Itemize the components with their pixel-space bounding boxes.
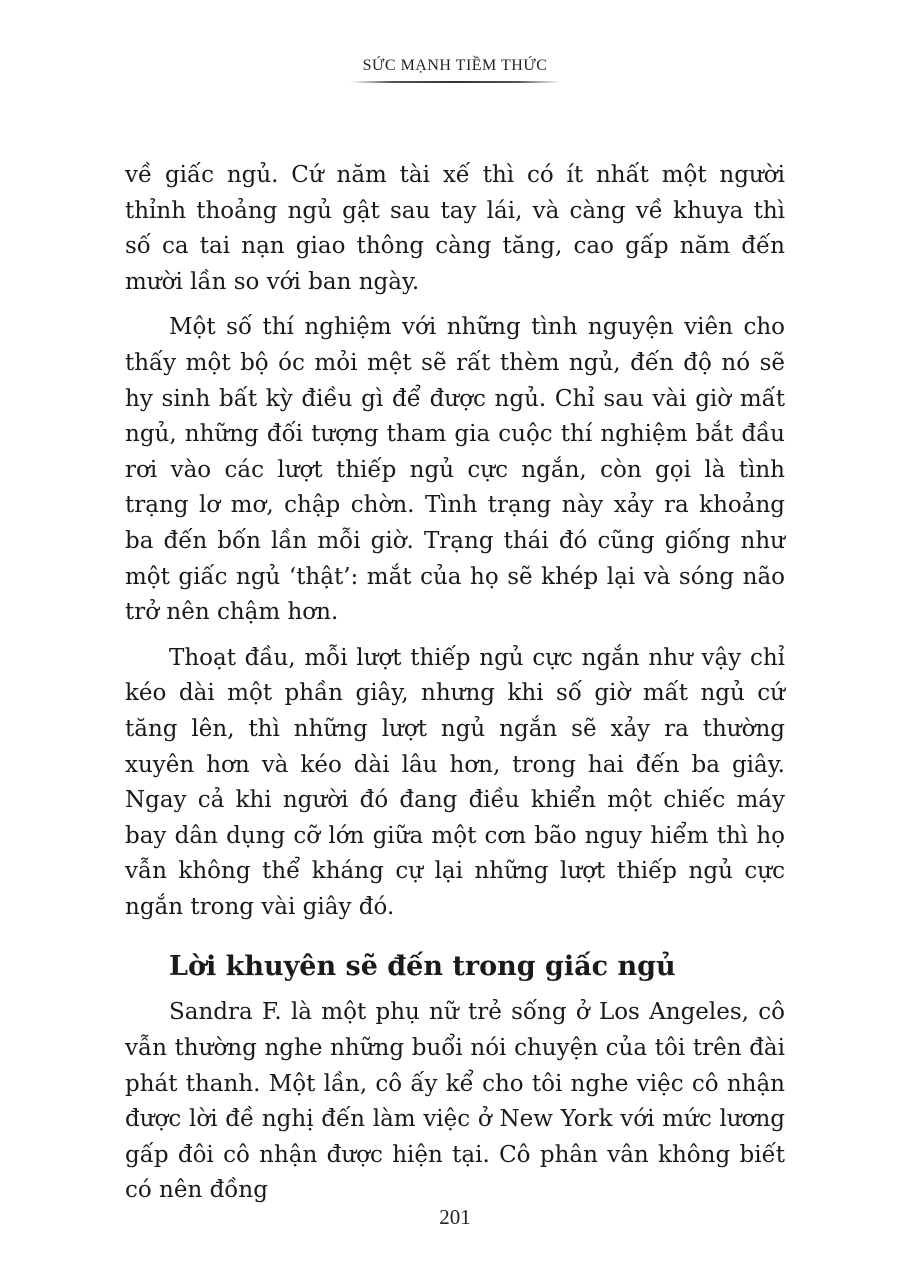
paragraph-sandra: Sandra F. là một phụ nữ trẻ sống ở Los Angeles, cô vẫn thường nghe những buổi nói chuyện của tôi trên đài phát thanh. Một lần, cô ấy kể cho tôi nghe việc cô nhận được lời đề nghị đến làm việc ở New York với mức lương gấp đôi cô nhận được hiện tại. Cô phân vân không biết có nên đồng bbox=[125, 999, 785, 1204]
header-rule bbox=[350, 81, 560, 83]
paragraph-continuation: về giấc ngủ. Cứ năm tài xế thì có ít nhất một người thỉnh thoảng ngủ gật sau tay lái, và càng về khuya thì số ca tai nạn giao thông càng tăng, cao gấp năm đến mười lần so với ban ngày. bbox=[125, 162, 785, 295]
paragraph-microsleep: Thoạt đầu, mỗi lượt thiếp ngủ cực ngắn như vậy chỉ kéo dài một phần giây, nhưng khi số giờ mất ngủ cứ tăng lên, thì những lượt ngủ ngắn sẽ xảy ra thường xuyên hơn và kéo dài lâu hơn, trong hai đến ba giây. Ngay cả khi người đó đang điều khiển một chiếc máy bay dân dụng cỡ lớn giữa một cơn bão nguy hiểm thì họ vẫn không thể kháng cự lại những lượt thiếp ngủ cực ngắn trong vài giây đó. bbox=[125, 644, 785, 920]
page-number: 201 bbox=[439, 1205, 471, 1229]
running-header bbox=[0, 55, 910, 83]
paragraph-experiment: Một số thí nghiệm với những tình nguyện viên cho thấy một bộ óc mỏi mệt sẽ rất thèm ngủ, đến độ nó sẽ hy sinh bất kỳ điều gì để được ngủ. Chỉ sau vài giờ mất ngủ, những đối tượng tham gia cuộc thí nghiệm bắt đầu rơi vào các lượt thiếp ngủ cực ngắn, còn gọi là tình trạng lơ mơ, chập chờn. Tình trạng này xảy ra khoảng ba đến bốn lần mỗi giờ. Trạng thái đó cũng giống như một giấc ngủ ‘thật’: mắt của họ sẽ khép lại và sóng não trở nên chậm hơn. bbox=[125, 314, 785, 626]
section-heading: Lời khuyên sẽ đến trong giấc ngủ bbox=[169, 951, 676, 983]
running-title: SỨC MẠNH TIỀM THỨC bbox=[362, 57, 548, 74]
page-body bbox=[125, 158, 785, 1219]
